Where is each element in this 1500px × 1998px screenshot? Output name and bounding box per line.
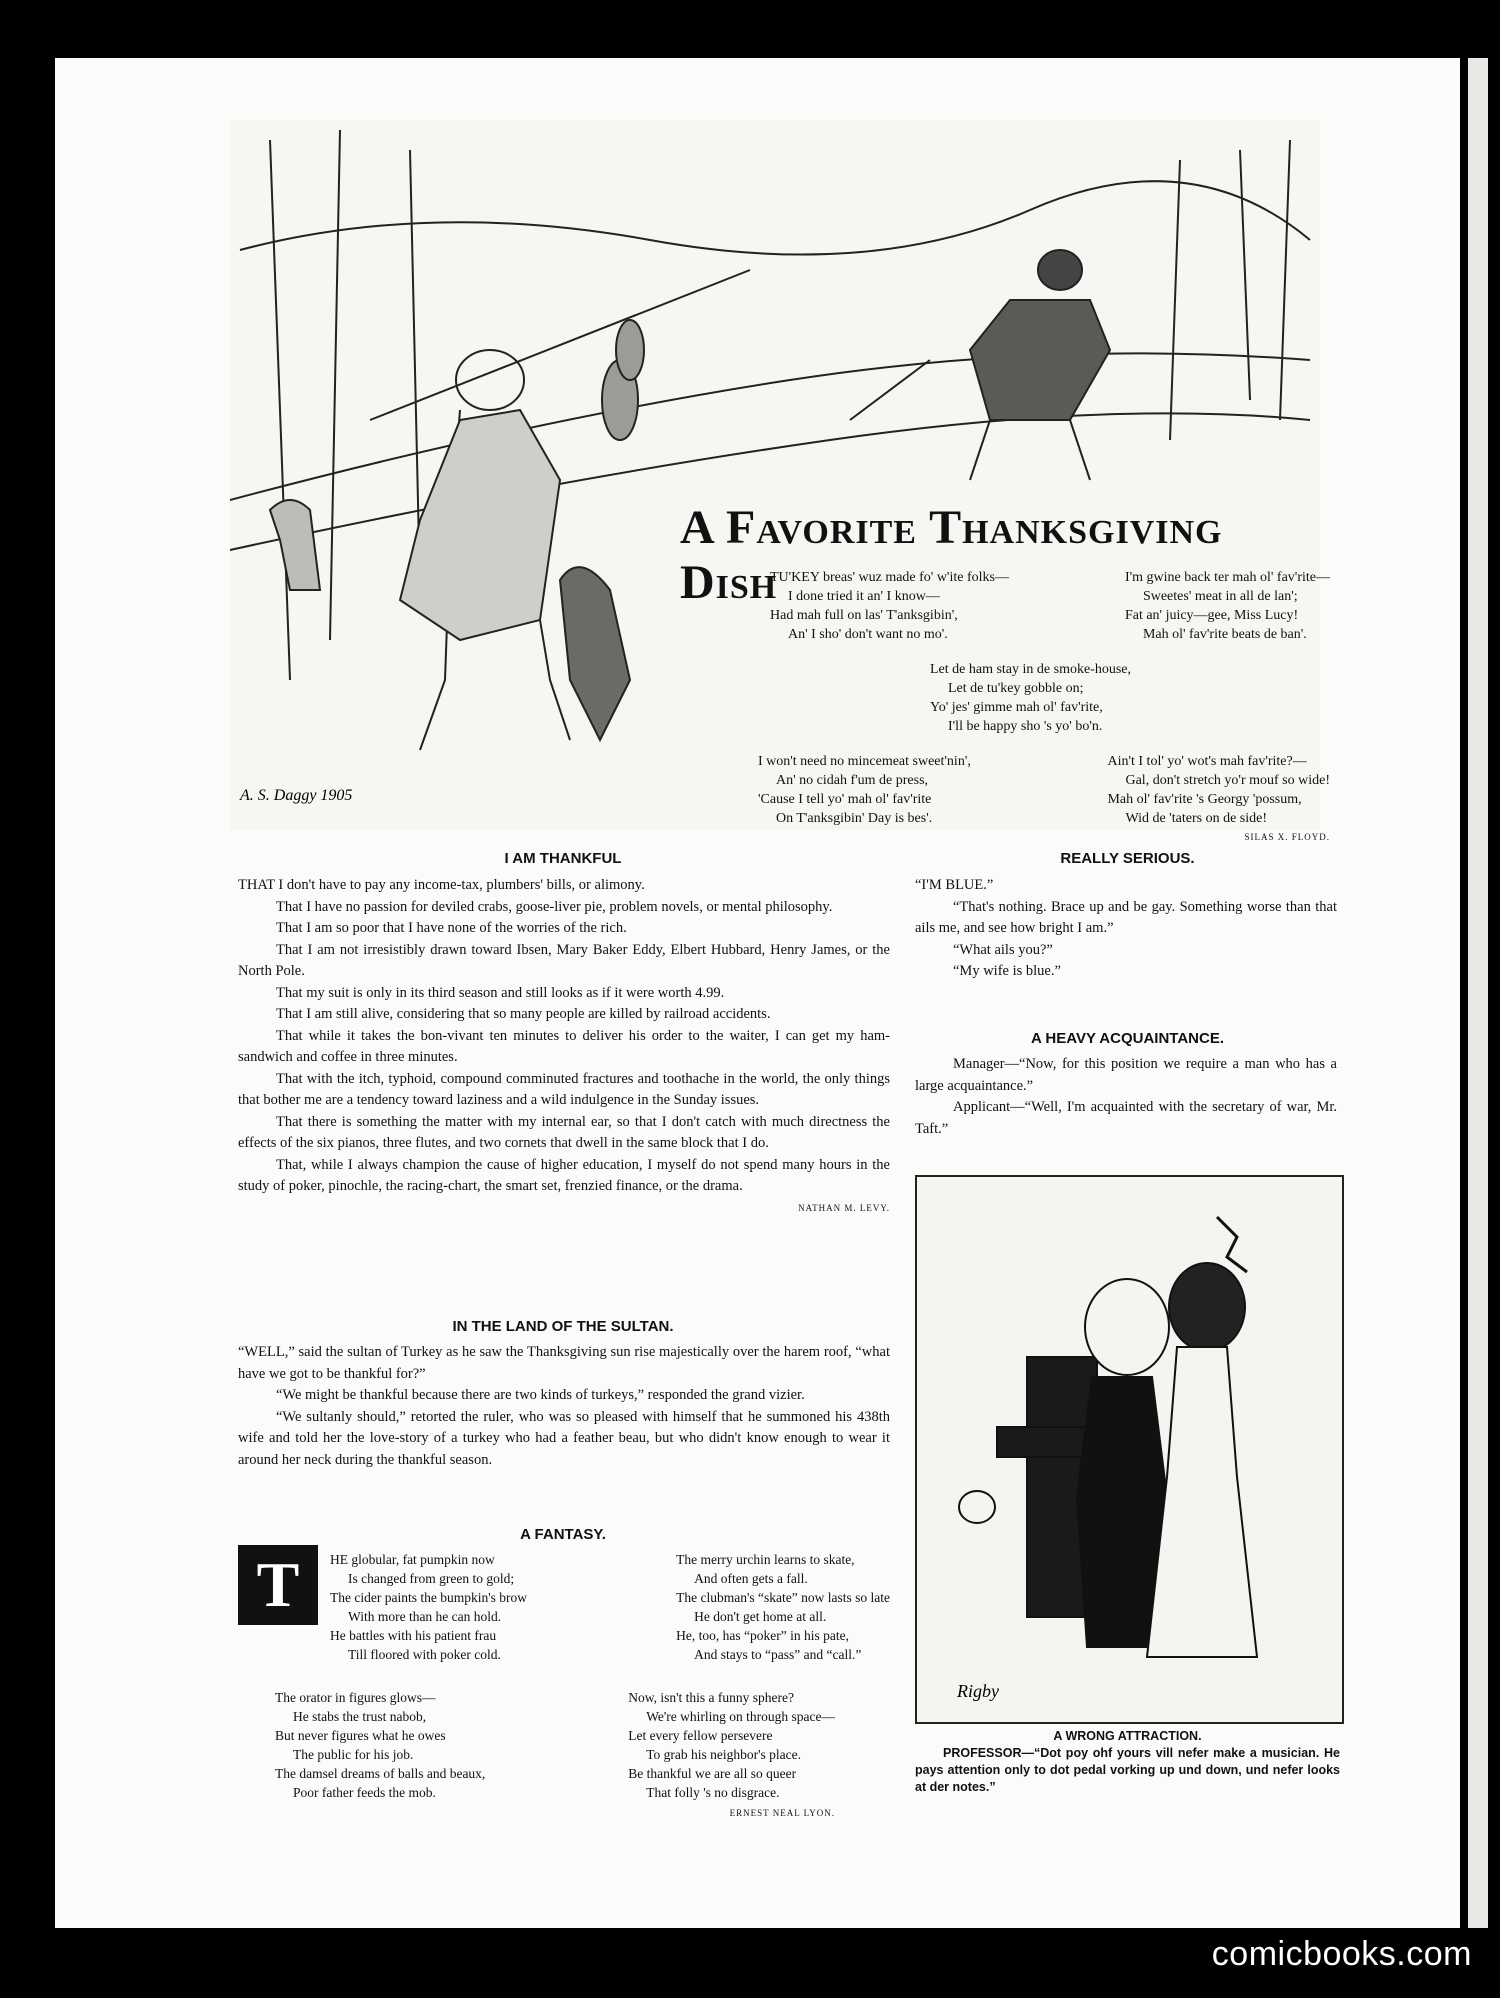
acquaintance-article: Manager—“Now, for this position we require a man who has a large acquaintance.” Applicant—“Well, I'm acquainted with the secretary of war, Mr. Taft.” bbox=[915, 1056, 1337, 1137]
stanza-3-left: I won't need no mincemeat sweet'nin', An' no cidah f'um de press, 'Cause I tell yo' mah ol' fav'rite On T'anksgibin' Day is bes'. bbox=[758, 754, 971, 826]
fantasy-stanza-2-right: Now, isn't this a funny sphere? We're whirling on through space— Let every fellow persevere To grab his neighbor's place. Be thankful we are all so queer That folly 's no disgrace. bbox=[628, 1690, 835, 1800]
fantasy-author: ERNEST NEAL LYON. bbox=[729, 1808, 835, 1818]
thanksgiving-poem bbox=[758, 568, 1330, 847]
thankful-author: NATHAN M. LEVY. bbox=[798, 1202, 890, 1213]
acquaintance-heading: A HEAVY ACQUAINTANCE. bbox=[1030, 1030, 1225, 1047]
cartoon-caption-text: PROFESSOR—“Dot poy ohf yours vill nefer make a musician. He pays attention only to dot pedal vorking up und down, und nefer looks at der notes.” bbox=[915, 1746, 1340, 1794]
cartoon-illustration bbox=[915, 1175, 1344, 1724]
stanza-1-right: I'm gwine back ter mah ol' fav'rite— Sweetes' meat in all de lan'; Fat an' juicy—gee, Miss Lucy! Mah ol' fav'rite beats de ban'. bbox=[1124, 570, 1330, 642]
poem-author: SILAS X. FLOYD. bbox=[1244, 832, 1330, 842]
sultan-heading: IN THE LAND OF THE SULTAN. bbox=[452, 1318, 674, 1335]
stanza-3-right: Ain't I tol' yo' wot's mah fav'rite?— Gal, don't stretch yo'r mouf so wide! Mah ol' fav'rite 's Georgy 'possum, Wid de 'taters on de side! bbox=[1107, 754, 1330, 826]
watermark-text: comicbooks.com bbox=[1211, 1935, 1472, 1973]
fantasy-stanza-2-left: The orator in figures glows— He stabs the trust nabob, But never figures what he owes The public for his job. The damsel dreams of balls and beaux, Poor father feeds the mob. bbox=[275, 1690, 486, 1800]
stanza-1-left: TU'KEY breas' wuz made fo' w'ite folks— I done tried it an' I know— Had mah full on las' T'anksgibin', An' I sho' don't want no mo'. bbox=[770, 570, 1009, 642]
fantasy-poem-2 bbox=[275, 1688, 835, 1823]
fantasy-stanza-1-left: HE globular, fat pumpkin now Is changed from green to gold; The cider paints the bumpkin's brow With more than he can hold. He battles with his patient frau Till floored with poker cold. bbox=[330, 1552, 528, 1662]
fantasy-stanza-1-right: The merry urchin learns to skate, And often gets a fall. The clubman's “skate” now lasts so late He don't get home at all. He, too, has “poker” in his pate, And stays to “pass” and “call.” bbox=[676, 1552, 890, 1662]
fantasy-dropcap: T bbox=[238, 1545, 318, 1625]
serious-heading: REALLY SERIOUS. bbox=[1060, 850, 1195, 867]
cartoon-caption-title: A WRONG ATTRACTION. bbox=[1053, 1729, 1202, 1743]
fantasy-heading: A FANTASY. bbox=[520, 1526, 606, 1543]
sultan-article: “WELL,” said the sultan of Turkey as he saw the Thanksgiving sun rise majestically over the harem roof, “what have we got to be thankful for?” “We might be thankful because there are two kinds of turkeys,” responded the grand vizier. “We sultanly should,” retorted the ruler, who was so pleased with himself that he summoned his 438th wife and told her the love-story of a turkey who had a feather beau, but who didn't know enough to wear it around her neck during the thankful season. bbox=[238, 1344, 890, 1468]
stanza-2: Let de ham stay in de smoke-house, Let de tu'key gobble on; Yo' jes' gimme mah ol' fav'rite, I'll be happy sho 's yo' bo'n. bbox=[930, 662, 1132, 734]
thankful-heading: I AM THANKFUL bbox=[504, 850, 622, 867]
artist-signature: A. S. Daggy 1905 bbox=[240, 787, 353, 804]
cartoon-signature: Rigby bbox=[957, 1681, 999, 1701]
poem-title: A Favorite Thanksgiving Dish bbox=[680, 501, 1223, 609]
thankful-article: THAT I don't have to pay any income-tax, plumbers' bills, or alimony. That I have no passion for deviled crabs, goose-liver pie, problem novels, or mental philosophy. That I am so poor that I have none of the worries of the rich. That I am not irresistibly drawn toward Ibsen, Mary Baker Eddy, Elbert Hubbard, Henry James, or the North Pole. That my suit is only in its third season and still looks as if it were worth 4.99. That I am still alive, considering that so many people are killed by railroad accidents. That while it takes the bon-vivant ten minutes to deliver his order to the waiter, I can get my ham-sandwich and coffee in three minutes. That with the itch, typhoid, compound comminuted fractures and toothache in the world, the only things that bother me are a tendency toward laziness and a wild indulgence in the Sunday issues. That there is something the matter with my internal ear, so that I don't catch with much directness the effects of the six pianos, three flutes, and two cornets that dwell in the same block that I do. That, while I always champion the cause of higher education, I myself do not spend many hours in the study of poker, pinochle, the racing-chart, the smart set, frenzied finance, or the drama. NATHAN M. LEVY. bbox=[238, 875, 890, 1219]
cartoon-caption bbox=[915, 1728, 1340, 1796]
fantasy-poem bbox=[330, 1550, 890, 1664]
serious-article: “I'M BLUE.” “That's nothing. Brace up and be gay. Something worse than that ails me, and see how bright I am.” “What ails you?” “My wife is blue.” bbox=[915, 877, 1337, 979]
adjacent-page-edge bbox=[1468, 58, 1488, 1928]
